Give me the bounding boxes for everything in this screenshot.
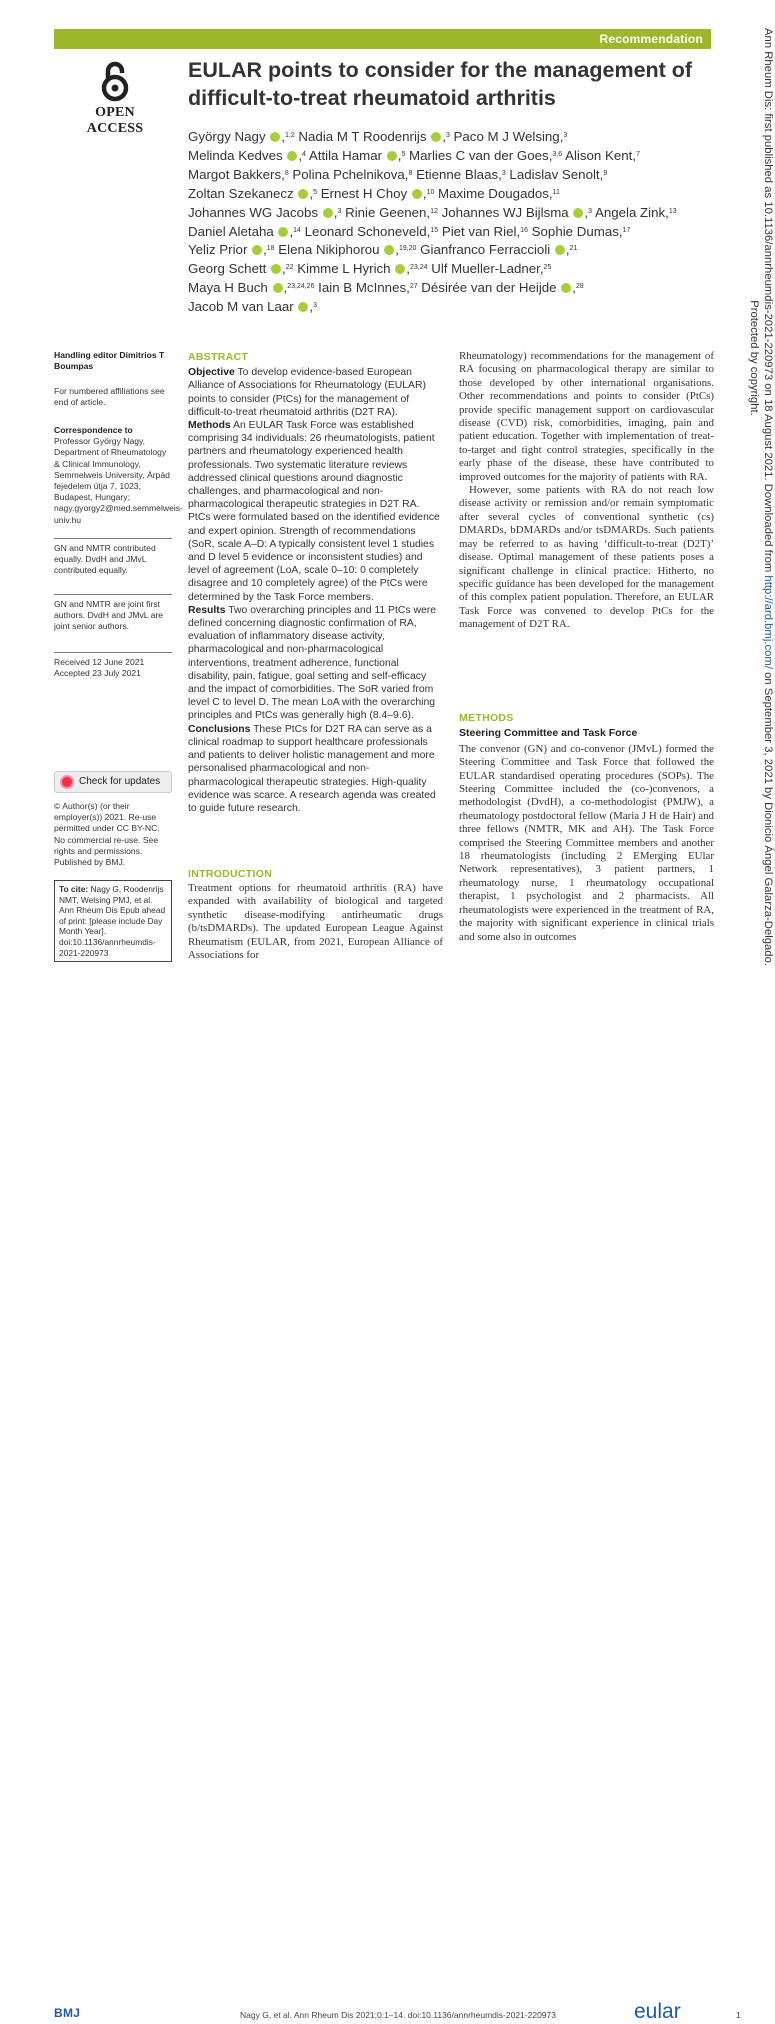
orcid-icon[interactable]	[273, 283, 283, 293]
footer-citation: Nagy G, et al. Ann Rheum Dis 2021;0:1–14. doi:10.1136/annrheumdis-2021-220973	[240, 2010, 556, 2020]
section-banner	[54, 29, 711, 49]
methods-text: An EULAR Task Force was established comprising 34 individuals: 26 rheumatologists, patient partners and rheumatology experienced health professionals. Two systematic literature reviews addressed clinical questions around diagnostic challenges, and pharmacological and non-pharmacological therapeutic strategies in D2T RA. PtCs were formulated based on the identified evidence and expert opinion. Strength of recommendations (SoR, scale A–D: A typically consistent level 1 studies and D level 5 evidence or inconsistent studies) and level of agreement (LoA, scale 0–10: 0 completely disagree and 10 completely agree) of the PtCs were determined by the Task Force members.	[188, 420, 440, 603]
eular-logo: eular	[634, 2000, 681, 2023]
paragraph: However, some patients with RA do not reach low disease activity or remission and/or remain symptomatic after several cycles of conventional synthetic (cs) DMARDs, bDMARDs and/or tsDMARDs. Such patients may be referred to as having ‘difficult-to-treat (D2T)’ disease. Optimal management of these patients poses a significant challenge in clinical practice. Hitherto, no specific guidance has been developed for the management of this complex patient population. Therefore, an EULAR Task Force was convened to develop PtCs for the management of D2T RA.	[459, 484, 714, 631]
abstract-heading: ABSTRACT	[188, 351, 249, 363]
orcid-icon[interactable]	[323, 208, 333, 218]
orcid-icon[interactable]	[287, 151, 297, 161]
orcid-icon[interactable]	[298, 302, 308, 312]
orcid-icon[interactable]	[431, 132, 441, 142]
orcid-icon[interactable]	[412, 189, 422, 199]
methods-heading: METHODS	[459, 712, 514, 724]
open-access-label: OPEN ACCESS	[86, 105, 144, 136]
body-column-2	[459, 350, 714, 632]
objective-text: To develop evidence-based European Alliance of Associations for Rheumatology (EULAR) points to consider (PtCs) for the management of difficult-to-treat rheumatoid arthritis (D2T RA).	[188, 367, 426, 418]
crossmark-icon	[60, 775, 74, 789]
orcid-icon[interactable]	[573, 208, 583, 218]
subsection-heading: Steering Committee and Task Force	[459, 727, 638, 740]
methods-section	[459, 712, 714, 944]
paragraph: Rheumatology) recommendations for the management of RA focusing on pharmacological therapy are similar to those developed by other international organisations. Other recommendations and points to consider (PtCs) provide specific management support on cardiovascular disease (CVD) risk, comorbidities, imaging, pain and patient education. Together with implementation of treat-to-target and tight control strategies, specifically in the early phase of the disease, these have contributed to improved outcomes for the majority of patients with RA.	[459, 350, 714, 483]
contribution-note: GN and NMTR contributed equally. DvdH and JMvL contributed equally.	[54, 543, 156, 576]
orcid-icon[interactable]	[270, 132, 280, 142]
results-label: Results	[188, 604, 226, 616]
orcid-icon[interactable]	[278, 227, 288, 237]
orcid-icon[interactable]	[298, 189, 308, 199]
orcid-icon[interactable]	[252, 245, 262, 255]
orcid-icon[interactable]	[395, 264, 405, 274]
orcid-icon[interactable]	[271, 264, 281, 274]
open-lock-icon	[100, 60, 130, 102]
journal-link[interactable]: http://ard.bmj.com/	[762, 575, 774, 669]
bmj-logo: BMJ	[54, 2006, 81, 2020]
citation-box	[54, 880, 172, 962]
check-for-updates-label: Check for updates	[79, 776, 161, 787]
check-for-updates-button[interactable]	[54, 771, 172, 793]
methods-label: Methods	[188, 420, 231, 432]
introduction-heading: INTRODUCTION	[188, 868, 273, 880]
article-title: EULAR points to consider for the management of difficult-to-treat rheumatoid arthritis	[188, 58, 693, 110]
divider	[54, 652, 172, 653]
joint-authors-note: GN and NMTR are joint first authors. DvdH and JMvL are joint senior authors.	[54, 599, 164, 632]
citation-heading: To cite:	[59, 884, 89, 894]
orcid-icon[interactable]	[384, 245, 394, 255]
introduction-text: Treatment options for rheumatoid arthritis (RA) have expanded with availability of biological and targeted synthetic disease-modifying antirheumatic drugs (b/tsDMARDs). The updated European League Against Rheumatism (EULAR, from 2021, European Alliance of Associations for	[188, 882, 443, 962]
page-footer	[0, 1002, 768, 2023]
section-label: Recommendation	[599, 32, 703, 46]
download-notice: Ann Rheum Dis: first published as 10.1136/annrheumdis-2021-220973 on 18 August 2021. Downloaded from http://ard.bmj.com/ on September 3, 2021 by Dionicio Ángel Galarza-Delgado. Protected by copyright.	[747, 28, 774, 967]
affiliation-note: For numbered affiliations see end of article.	[54, 386, 165, 408]
conclusions-label: Conclusions	[188, 723, 251, 735]
accepted-date: Accepted 23 July 2021	[54, 668, 141, 678]
copyright-notice: © Author(s) (or their employer(s)) 2021. Re-use permitted under CC BY-NC. No commercial re-use. See rights and permissions. Published by BMJ.	[54, 801, 160, 868]
orcid-icon[interactable]	[561, 283, 571, 293]
handling-editor: Handling editor Dimitrios T Boumpas	[54, 350, 165, 372]
orcid-icon[interactable]	[387, 151, 397, 161]
conclusions-text: These PtCs for D2T RA can serve as a clinical roadmap to support healthcare professionals and patients to deliver holistic management and more personalised pharmacological and non-pharmacological therapeutic strategies. High-quality evidence was scarce. A research agenda was created to guide future research.	[188, 723, 436, 814]
correspondence-text: Professor György Nagy, Department of Rheumatology & Clinical Immunology, Semmelweis University, Árpád fejedelem útja 7, 1023, Budapest, Hungary; nagy.gyorgy2@med.semmelweis-univ.hu	[54, 436, 183, 525]
divider	[54, 594, 172, 595]
paragraph: The convenor (GN) and co-convenor (JMvL) formed the Steering Committee and Task Force that followed the EULAR standardised operating procedures (SOPs). The Steering Committee included the (co-)convenors, a methodologist (DvdH), a co-methodologist (PMJW), a rheumatology postdoctoral fellow (Maria J H de Hair) and three fellows (NMTR, MK and AH). The Task Force comprised the Steering Committee members and another 18 rheumatologists (including 2 EMerging EUlar Network representatives), 3 patient partners, 1 rheumatology nurse, 1 rheumatology occupational therapist, 1 psychologist and 2 pharmacists. All rheumatologists were experienced in the treatment of RA, the majority with significant experience in clinical trials and some also in outcomes	[459, 742, 714, 943]
correspondence	[54, 425, 183, 526]
results-text: Two overarching principles and 11 PtCs were defined concerning diagnostic confirmation of RA, evaluation of inflammatory disease activity, pharmacological and non-pharmacological interventions, treatment adherence, functional disability, pain, fatigue, goal setting and self-efficacy and the impact of comorbidities. The SoR varied from level C to level D. The mean LoA with the overarching principles and PtCs was generally high (8.4–9.6).	[188, 604, 436, 722]
correspondence-heading: Correspondence to	[54, 425, 133, 435]
page-number: 1	[736, 2010, 741, 2020]
author-list: György Nagy ,$^{1,2}$ Nadia M T Roodenrijs ,$^3$ Paco M J Welsing,$^3$ Melinda Kedves ,$^4$ Attila Hamar ,$^5$ Marlies C van der Goes,$^{3,6}$ Alison Kent,$^7$ Margot Bakkers,$^8$ Polina Pchelnikova,$^8$ Etienne Blaas,$^3$ Ladislav Senolt,$^9$ Zoltan Szekanecz ,$^5$ Ernest H Choy ,$^{10}$ Maxime Dougados,$^{11}$ Johannes WG Jacobs ,$^3$ Rinie Geenen,$^{12}$ Johannes WJ Bijlsma ,$^3$ Angela Zink,$^{13}$ Daniel Aletaha ,$^{14}$ Leonard Schoneveld,$^{15}$ Piet van Riel,$^{16}$ Sophie Dumas,$^{17}$ Yeliz Prior ,$^{18}$ Elena Nikiphorou ,$^{19,20}$ Gianfranco Ferraccioli ,$^{21}$ Georg Schett ,$^{22}$ Kimme L Hyrich ,$^{23,24}$ Ulf Mueller-Ladner,$^{25}$ Maya H Buch ,$^{23,24,26}$ Iain B McInnes,$^{27}$ Désirée van der Heijde ,$^{28}$ Jacob M van Laar ,$^3$	[188, 129, 677, 315]
divider	[54, 538, 172, 539]
abstract	[188, 351, 443, 815]
orcid-icon[interactable]	[555, 245, 565, 255]
received-date: Received 12 June 2021	[54, 657, 145, 667]
objective-label: Objective	[188, 367, 235, 379]
open-access-logo	[70, 60, 160, 137]
citation-text: Nagy G, Roodenrijs NMT, Welsing PMJ, et al. Ann Rheum Dis Epub ahead of print: [please include Day Month Year]. doi:10.1136/annrheumdis-2021-220973	[59, 884, 166, 958]
